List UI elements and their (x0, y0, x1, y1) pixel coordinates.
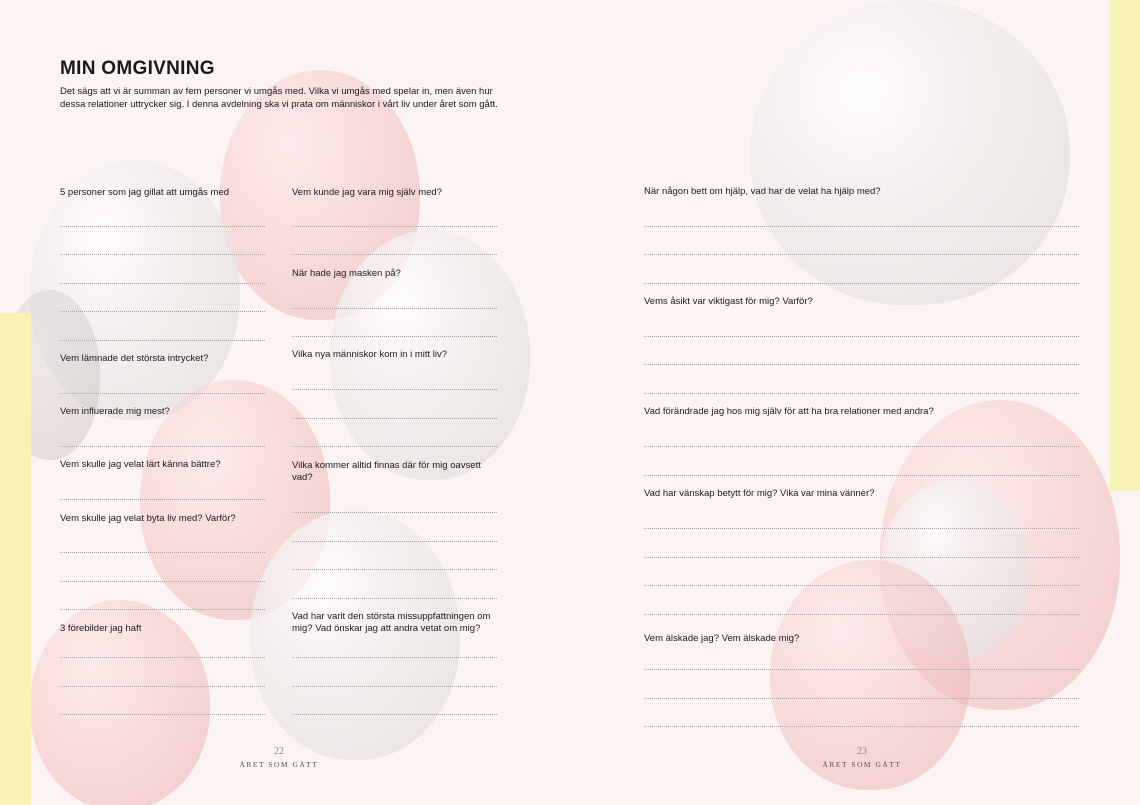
answer-line[interactable] (644, 283, 1079, 284)
answer-line[interactable] (60, 714, 265, 715)
answer-line[interactable] (292, 686, 497, 687)
answer-line[interactable] (60, 226, 265, 227)
answer-line[interactable] (60, 657, 265, 658)
answer-line[interactable] (644, 446, 1079, 447)
answer-line[interactable] (60, 552, 265, 553)
answer-line[interactable] (292, 308, 497, 309)
question: Vem kunde jag vara mig själv med? (292, 187, 442, 198)
answer-line[interactable] (292, 657, 497, 658)
page-title: MIN OMGIVNING (60, 58, 215, 79)
question: Vems åsikt var viktigast för mig? Varför? (644, 296, 813, 307)
answer-line[interactable] (644, 698, 1079, 699)
yellow-band-left (0, 313, 31, 805)
answer-line[interactable] (644, 528, 1079, 529)
answer-line[interactable] (292, 446, 497, 447)
answer-line[interactable] (644, 336, 1079, 337)
question: Vad har varit den största missuppfattningen om mig? Vad önskar jag att andra vetat om mig? (292, 611, 491, 634)
answer-line[interactable] (644, 393, 1079, 394)
answer-line[interactable] (292, 541, 497, 542)
answer-line[interactable] (292, 714, 497, 715)
answer-line[interactable] (292, 569, 497, 570)
question: Vem skulle jag velat byta liv med? Varför? (60, 513, 236, 524)
answer-line[interactable] (60, 311, 265, 312)
answer-line[interactable] (644, 585, 1079, 586)
question: Vilka kommer alltid finnas där för mig oavsett vad? (292, 460, 481, 483)
answer-line[interactable] (60, 499, 265, 500)
intro-text: Det sägs att vi är summan av fem personer vi umgås med. Vilka vi umgås med spelar in, men även hur dessa relationer uttrycker sig. I denna avdelning ska vi prata om människor i vårt liv under året som gått. (60, 86, 498, 110)
page-number: 23 (857, 746, 867, 757)
answer-line[interactable] (60, 283, 265, 284)
answer-line[interactable] (644, 475, 1079, 476)
question: Vad har vänskap betytt för mig? Vika var mina vänner? (644, 488, 875, 499)
yellow-band-right (1110, 0, 1140, 491)
answer-line[interactable] (644, 557, 1079, 558)
answer-line[interactable] (292, 254, 497, 255)
answer-line[interactable] (60, 686, 265, 687)
question: Vem älskade jag? Vem älskade mig? (644, 633, 800, 644)
answer-line[interactable] (60, 340, 265, 341)
answer-line[interactable] (60, 446, 265, 447)
answer-line[interactable] (60, 254, 265, 255)
answer-line[interactable] (292, 512, 497, 513)
answer-line[interactable] (644, 726, 1079, 727)
question: När någon bett om hjälp, vad har de velat ha hjälp med? (644, 186, 881, 197)
white-balloon (750, 0, 1070, 305)
answer-line[interactable] (644, 226, 1079, 227)
page-number: 22 (274, 746, 284, 757)
page-footer: ÅRET SOM GÅTT (239, 760, 319, 769)
question: 5 personer som jag gillat att umgås med (60, 187, 229, 198)
answer-line[interactable] (292, 389, 497, 390)
answer-line[interactable] (644, 614, 1079, 615)
answer-line[interactable] (60, 581, 265, 582)
question: Vem lämnade det största intrycket? (60, 353, 209, 364)
answer-line[interactable] (644, 669, 1079, 670)
answer-line[interactable] (292, 336, 497, 337)
answer-line[interactable] (644, 254, 1079, 255)
answer-line[interactable] (292, 226, 497, 227)
answer-line[interactable] (60, 393, 265, 394)
question: 3 förebilder jag haft (60, 623, 142, 634)
answer-line[interactable] (292, 598, 497, 599)
answer-line[interactable] (292, 418, 497, 419)
page-footer: ÅRET SOM GÅTT (822, 760, 902, 769)
answer-line[interactable] (60, 609, 265, 610)
question: När hade jag masken på? (292, 268, 401, 279)
white-balloon (250, 510, 460, 760)
question: Vad förändrade jag hos mig själv för att ha bra relationer med andra? (644, 406, 934, 417)
question: Vilka nya människor kom in i mitt liv? (292, 349, 448, 360)
question: Vem influerade mig mest? (60, 406, 170, 417)
question: Vem skulle jag velat lärt känna bättre? (60, 459, 221, 470)
answer-line[interactable] (644, 364, 1079, 365)
